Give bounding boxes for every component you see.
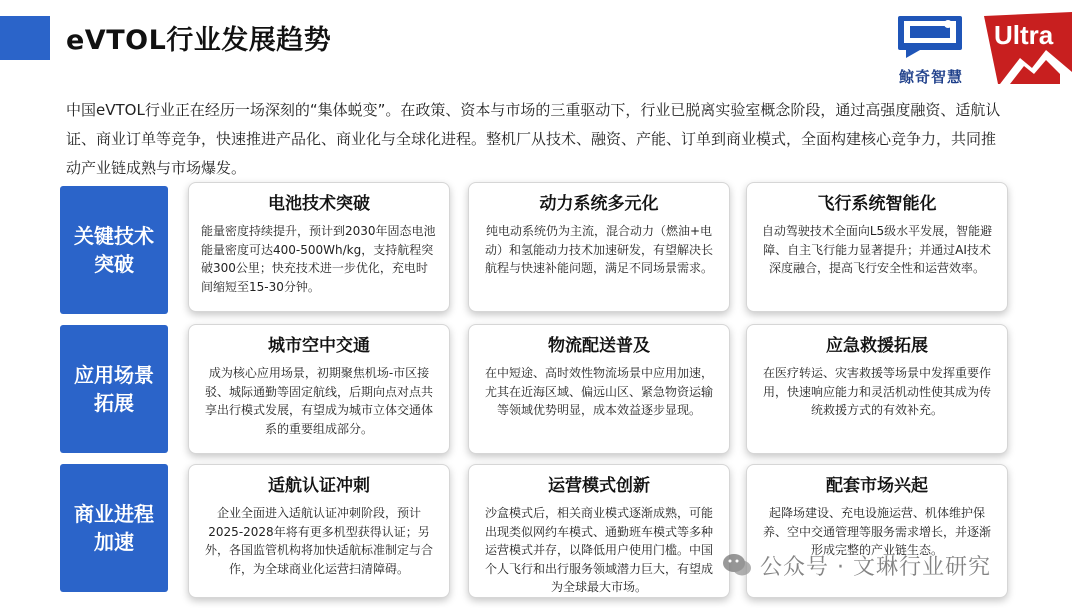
card-body: 沙盒模式后，相关商业模式逐渐成熟，可能出现类似网约车模式、通勤班车模式等多种运营模式并存，以降低用户使用门槛。中国个人飞行和出行服务领域潜力巨大，有望成为全球最大市场。 (484, 506, 713, 594)
card-body: 起降场建设、充电设施运营、机体维护保养、空中交通管理等服务需求增长，并逐渐形成完整的产业链生态。 (762, 506, 991, 557)
card-title: 城市空中交通 (268, 336, 370, 356)
ultra-logo (980, 10, 1076, 88)
jingqi-logo (890, 10, 972, 90)
card-operation-model (468, 464, 730, 598)
card-title: 动力系统多元化 (539, 194, 659, 214)
card-body: 纯电动系统仍为主流，混合动力（燃油+电动）和氢能动力技术加速研发，有望解决长航程与快速补能问题，满足不同场景需求。 (484, 224, 713, 275)
card-title: 适航认证冲刺 (268, 476, 370, 496)
watermark (722, 548, 991, 582)
ultra-logo-text: Ultra (994, 20, 1054, 50)
wechat-icon (722, 552, 752, 578)
card-airworthiness (188, 464, 450, 598)
card-body: 在医疗转运、灾害救援等场景中发挥重要作用，快速响应能力和灵活机动性使其成为传统救援方式的有效补充。 (762, 366, 991, 417)
card-title: 配套市场兴起 (826, 476, 928, 496)
card-flight-system (746, 182, 1008, 312)
card-emergency (746, 324, 1008, 454)
page-title: eVTOL行业发展趋势 (66, 25, 332, 56)
card-title: 物流配送普及 (548, 336, 650, 356)
watermark-text: 公众号 · 文琳行业研究 (760, 554, 991, 580)
card-urban-air (188, 324, 450, 454)
ultra-logo-icon (980, 10, 1076, 88)
card-title: 飞行系统智能化 (817, 194, 937, 214)
row-label-key-tech: 关键技术突破 (60, 186, 168, 314)
card-body: 在中短途、高时效性物流场景中应用加速，尤其在近海区域、偏远山区、紧急物资运输等领域优势明显，成本效益逐步显现。 (484, 366, 713, 417)
card-body: 自动驾驶技术全面向L5级水平发展，智能避障、自主飞行能力显著提升；并通过AI技术深度融合，提高飞行安全性和运营效率。 (761, 224, 993, 275)
card-logistics (468, 324, 730, 454)
card-body: 企业全面进入适航认证冲刺阶段，预计2025-2028年将有更多机型获得认证；另外，各国监管机构将加快适航标准制定与合作，为全球商业化运营扫清障碍。 (204, 506, 433, 576)
card-title: 电池技术突破 (268, 194, 370, 214)
jingqi-logo-name: 鲸奇智慧 (898, 68, 963, 86)
card-title: 运营模式创新 (548, 476, 650, 496)
intro-paragraph: 中国eVTOL行业正在经历一场深刻的“集体蜕变”。在政策、资本与市场的三重驱动下，行业已脱离实验室概念阶段，通过高强度融资、适航认证、商业订单等竞争，快速推进产品化、商业化与全球化进程。整机厂从技术、融资、产能、订单到商业模式，全面构建核心竞争力，共同推动产业链成熟与市场爆发。 (66, 101, 1001, 177)
card-body: 能量密度持续提升，预计到2030年固态电池能量密度可达400-500Wh/kg，支持航程突破300公里；快充技术进一步优化，充电时间缩短至15-30分钟。 (201, 224, 436, 294)
row-label-commercial: 商业进程加速 (60, 464, 168, 592)
row-label-application: 应用场景拓展 (60, 325, 168, 453)
card-power-system (468, 182, 730, 312)
header-accent-bar (0, 16, 50, 60)
jingqi-logo-icon (896, 12, 966, 62)
card-battery-tech (188, 182, 450, 312)
card-body: 成为核心应用场景，初期聚焦机场-市区接驳、城际通勤等固定航线，后期向点对点共享出行模式发展，有望成为城市立体交通体系的重要组成部分。 (204, 366, 433, 436)
card-title: 应急救援拓展 (826, 336, 928, 356)
